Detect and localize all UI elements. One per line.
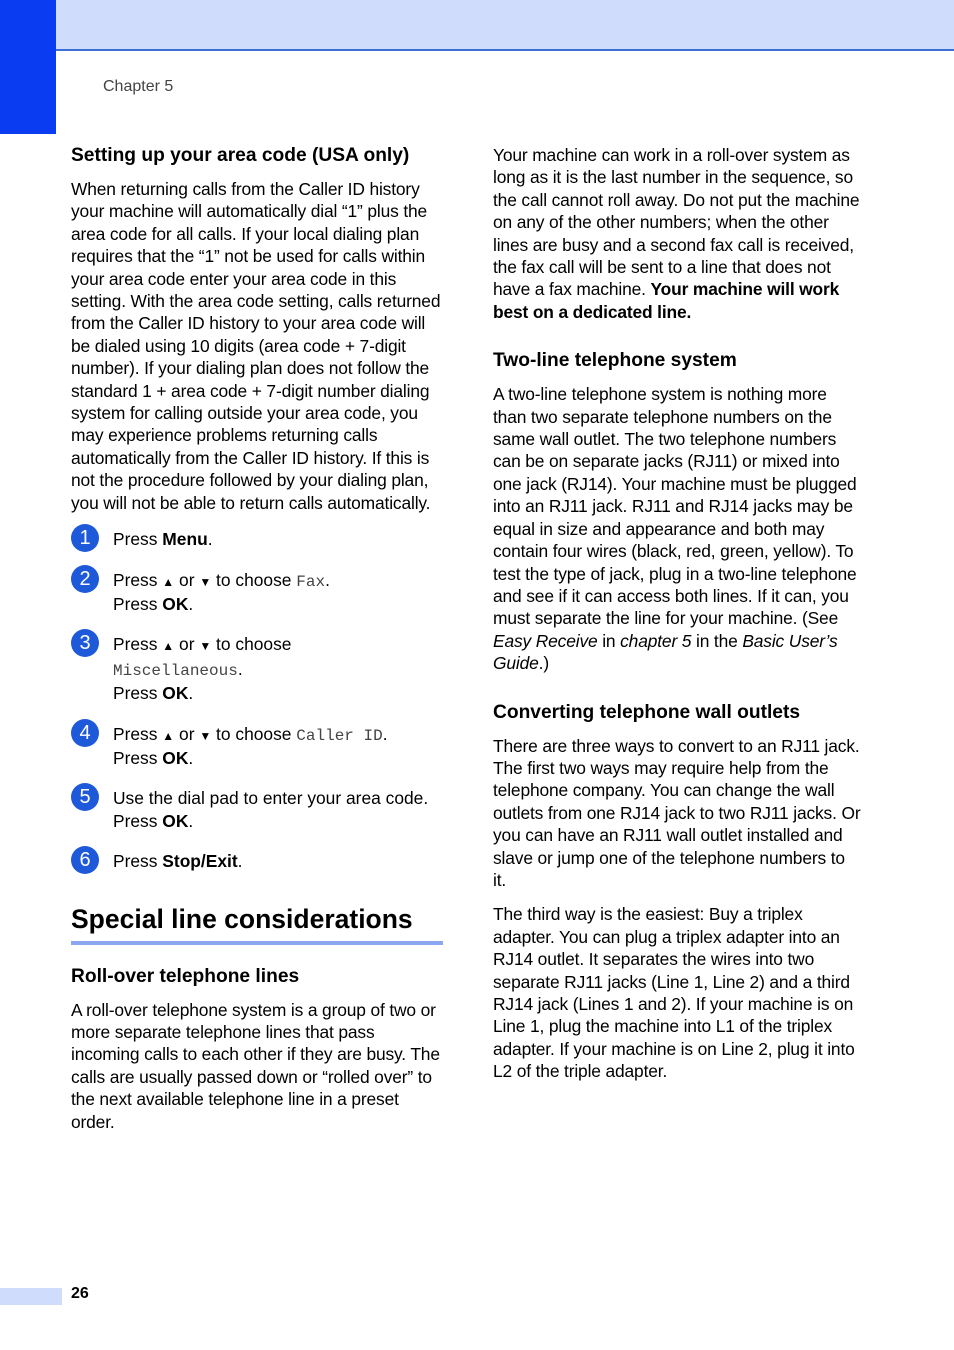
ok-key-label: OK (162, 810, 189, 831)
lcd-text: Caller ID (296, 726, 383, 745)
step-text: Press (113, 723, 163, 744)
down-arrow-icon: ▼ (199, 728, 212, 743)
step-6 (71, 850, 443, 872)
page-number-bar (0, 1288, 62, 1305)
step-1 (71, 528, 443, 550)
step-text: . (188, 747, 194, 768)
step-3 (71, 633, 443, 704)
converting-heading: Converting telephone wall outlets (493, 701, 801, 723)
step-number-icon: 2 (71, 565, 99, 593)
chapter-tab (0, 0, 56, 134)
step-text: Press (113, 593, 163, 614)
down-arrow-icon: ▼ (199, 574, 212, 589)
special-line-heading: Special line considerations (71, 903, 443, 945)
steps-list (71, 528, 443, 872)
step-text: Press (113, 851, 163, 872)
lcd-text: Miscellaneous (113, 661, 238, 680)
step-text: or (174, 723, 200, 744)
lcd-text: Fax (296, 572, 326, 591)
step-text: Press (113, 747, 163, 768)
step-text: Press (113, 529, 163, 550)
step-5 (71, 787, 443, 832)
reference-link: chapter 5 (620, 630, 692, 651)
step-number-icon: 3 (71, 629, 99, 657)
down-arrow-icon: ▼ (199, 639, 212, 654)
menu-key-label: Menu (162, 529, 208, 550)
page-number: 26 (71, 1285, 89, 1302)
up-arrow-icon: ▲ (162, 639, 175, 654)
step-text: to choose (211, 569, 297, 590)
step-text: to choose (211, 723, 297, 744)
step-text: or (174, 634, 200, 655)
step-number-icon: 6 (71, 846, 99, 874)
two-line-body (493, 383, 861, 674)
rollover-heading: Roll-over telephone lines (71, 965, 300, 987)
converting-body-1: There are three ways to convert to an RJ11 jack. The first two ways may require help from the telephone company. You can change the wall outlets from one RJ14 jack to two RJ11 jacks. Or you can have an RJ11 wall outlet installed and slave or jump one of the telephone numbers to it. (493, 735, 861, 890)
area-code-body: When returning calls from the Caller ID history your machine will automatically dial “1” plus the area code for all calls. If your local dialing plan requires that the “1” not be used for calls within your area code enter your area code in this setting. With the area code setting, calls returned from the Caller ID history to your area code will be dialed using 10 digits (area code + 7-digit number). If your dialing plan does not follow the standard 1 + area code + 7-digit number dialing system for calling outside your area code, you may experience problems returning calls automatically from the Caller ID history. If this is not the procedure followed by your dialing plan, you will not be able to return calls automatically. (71, 179, 441, 513)
chapter-label: Chapter 5 (103, 78, 174, 95)
rollover-body: A roll-over telephone system is a group of two or more separate telephone lines that pass incoming calls to each other if they are busy. The calls are usually passed down or “rolled over” to the next available telephone line in a preset order. (71, 999, 440, 1132)
two-line-text: in the (691, 630, 743, 651)
converting-body-2: The third way is the easiest: Buy a triplex adapter. You can plug a triplex adapter into an RJ14 outlet. It separates the wires into two separate RJ11 jacks (Line 1, Line 2) and a third RJ14 jack (Lines 1 and 2). If your machine is on Line 1, plug the machine into L1 of the triplex adapter. If your machine is on Line 2, plug it into L2 of the triple adapter. (493, 904, 855, 1082)
stop-exit-key-label: Stop/Exit (162, 851, 238, 872)
area-code-heading: Setting up your area code (USA only) (71, 145, 410, 166)
step-text: . (188, 683, 194, 704)
ok-key-label: OK (162, 747, 189, 768)
step-text: to choose (211, 634, 292, 655)
two-line-text: A two-line telephone system is nothing more than two separate telephone numbers on the same wall outlet. The two telephone numbers can be on separate jacks (RJ11) or mixed into one jack (RJ14). Your machine must be plugged into an RJ11 jack. RJ11 and RJ14 jacks may be equal in size and appearance and both may contain four wires (black, red, green, yellow). To test the type of jack, plug in a two-line telephone and see if it can access both lines. If it can, you must separate the line for your machine. (See (493, 384, 857, 629)
step-text: Press (113, 683, 163, 704)
header-band (0, 0, 954, 51)
two-line-text: .) (538, 653, 549, 674)
step-number-icon: 4 (71, 719, 99, 747)
two-line-heading: Two-line telephone system (493, 350, 737, 372)
up-arrow-icon: ▲ (162, 574, 175, 589)
step-text: . (207, 529, 213, 550)
step-text: Press (113, 810, 163, 831)
ok-key-label: OK (162, 683, 189, 704)
rollover-continued-text: Your machine can work in a roll-over system as long as it is the last number in the sequence, so the call cannot roll away. Do not put the machine on any of the other numbers; when the other lines are busy and a second fax call is received, the fax call will be sent to a line that does not have a fax machine. (493, 145, 860, 300)
step-number-icon: 1 (71, 524, 99, 552)
right-column (493, 144, 861, 1095)
reference-link: Basic User’s Guide (493, 630, 838, 674)
step-4 (71, 723, 443, 770)
step-text: Use the dial pad to enter your area code. (113, 788, 429, 809)
two-line-text: in (597, 630, 621, 651)
step-text: . (382, 723, 388, 744)
step-2 (71, 569, 443, 616)
step-text: . (188, 593, 194, 614)
step-text: or (174, 569, 200, 590)
step-text: Press (113, 634, 163, 655)
ok-key-label: OK (162, 593, 189, 614)
step-text: . (188, 810, 194, 831)
step-text: . (325, 569, 330, 590)
rollover-note: Your machine will work best on a dedicated line. (493, 279, 840, 322)
rollover-continued (493, 144, 861, 323)
step-text: Press (113, 569, 163, 590)
step-text: . (237, 851, 243, 872)
reference-link: Easy Receive (493, 630, 598, 651)
step-text: . (237, 658, 243, 679)
step-number-icon: 5 (71, 783, 99, 811)
left-column (71, 144, 443, 1145)
up-arrow-icon: ▲ (162, 728, 175, 743)
